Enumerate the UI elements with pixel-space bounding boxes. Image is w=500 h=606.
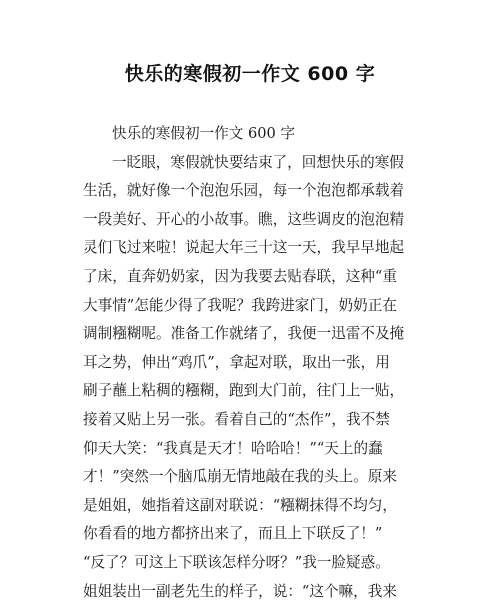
paragraph-line: 你看看的地方都挤出来了，而且上下联反了！” — [83, 520, 423, 549]
paragraph-line: 姐姐装出一副老先生的样子，说：“这个嘛，我来 — [83, 578, 423, 606]
paragraph-line: 刷子蘸上粘稠的糨糊，跑到大门前，往门上一贴， — [83, 377, 423, 406]
paragraph-line: 灵们飞过来啦！说起大年三十这一天，我早早地起 — [83, 234, 423, 263]
paragraph-line: 一段美好、开心的小故事。瞧，这些调皮的泡泡精 — [83, 206, 423, 235]
paragraph-line: 是姐姐，她指着这副对联说：“糨糊抹得不均匀， — [83, 492, 423, 521]
paragraph-line: 了床，直奔奶奶家，因为我要去贴春联，这种“重 — [83, 263, 423, 292]
article-body — [83, 120, 423, 606]
paragraph-line: “反了？可这上下联该怎样分呀？”我一脸疑惑。 — [83, 549, 423, 578]
paragraph-line: 生活，就好像一个泡泡乐园，每一个泡泡都承载着 — [83, 177, 423, 206]
paragraph-line: 调制糨糊呢。准备工作就绪了，我便一迅雷不及掩 — [83, 320, 423, 349]
article-subtitle-line: 快乐的寒假初一作文 600 字 — [83, 120, 423, 149]
paragraph-line: 仰天大笑：“我真是天才！哈哈哈！”“天上的蠢 — [83, 435, 423, 464]
paragraph-line: 耳之势，伸出“鸡爪”，拿起对联，取出一张，用 — [83, 349, 423, 378]
paragraph-line: 大事情”怎能少得了我呢？我跨进家门，奶奶正在 — [83, 292, 423, 321]
paragraph-line: 才！”突然一个脑瓜崩无情地敲在我的头上。原来 — [83, 463, 423, 492]
paragraph-line: 接着又贴上另一张。看着自己的“杰作”，我不禁 — [83, 406, 423, 435]
paragraph-line: 一眨眼，寒假就快要结束了，回想快乐的寒假 — [83, 149, 423, 178]
page-title: 快乐的寒假初一作文 600 字 — [0, 61, 500, 87]
